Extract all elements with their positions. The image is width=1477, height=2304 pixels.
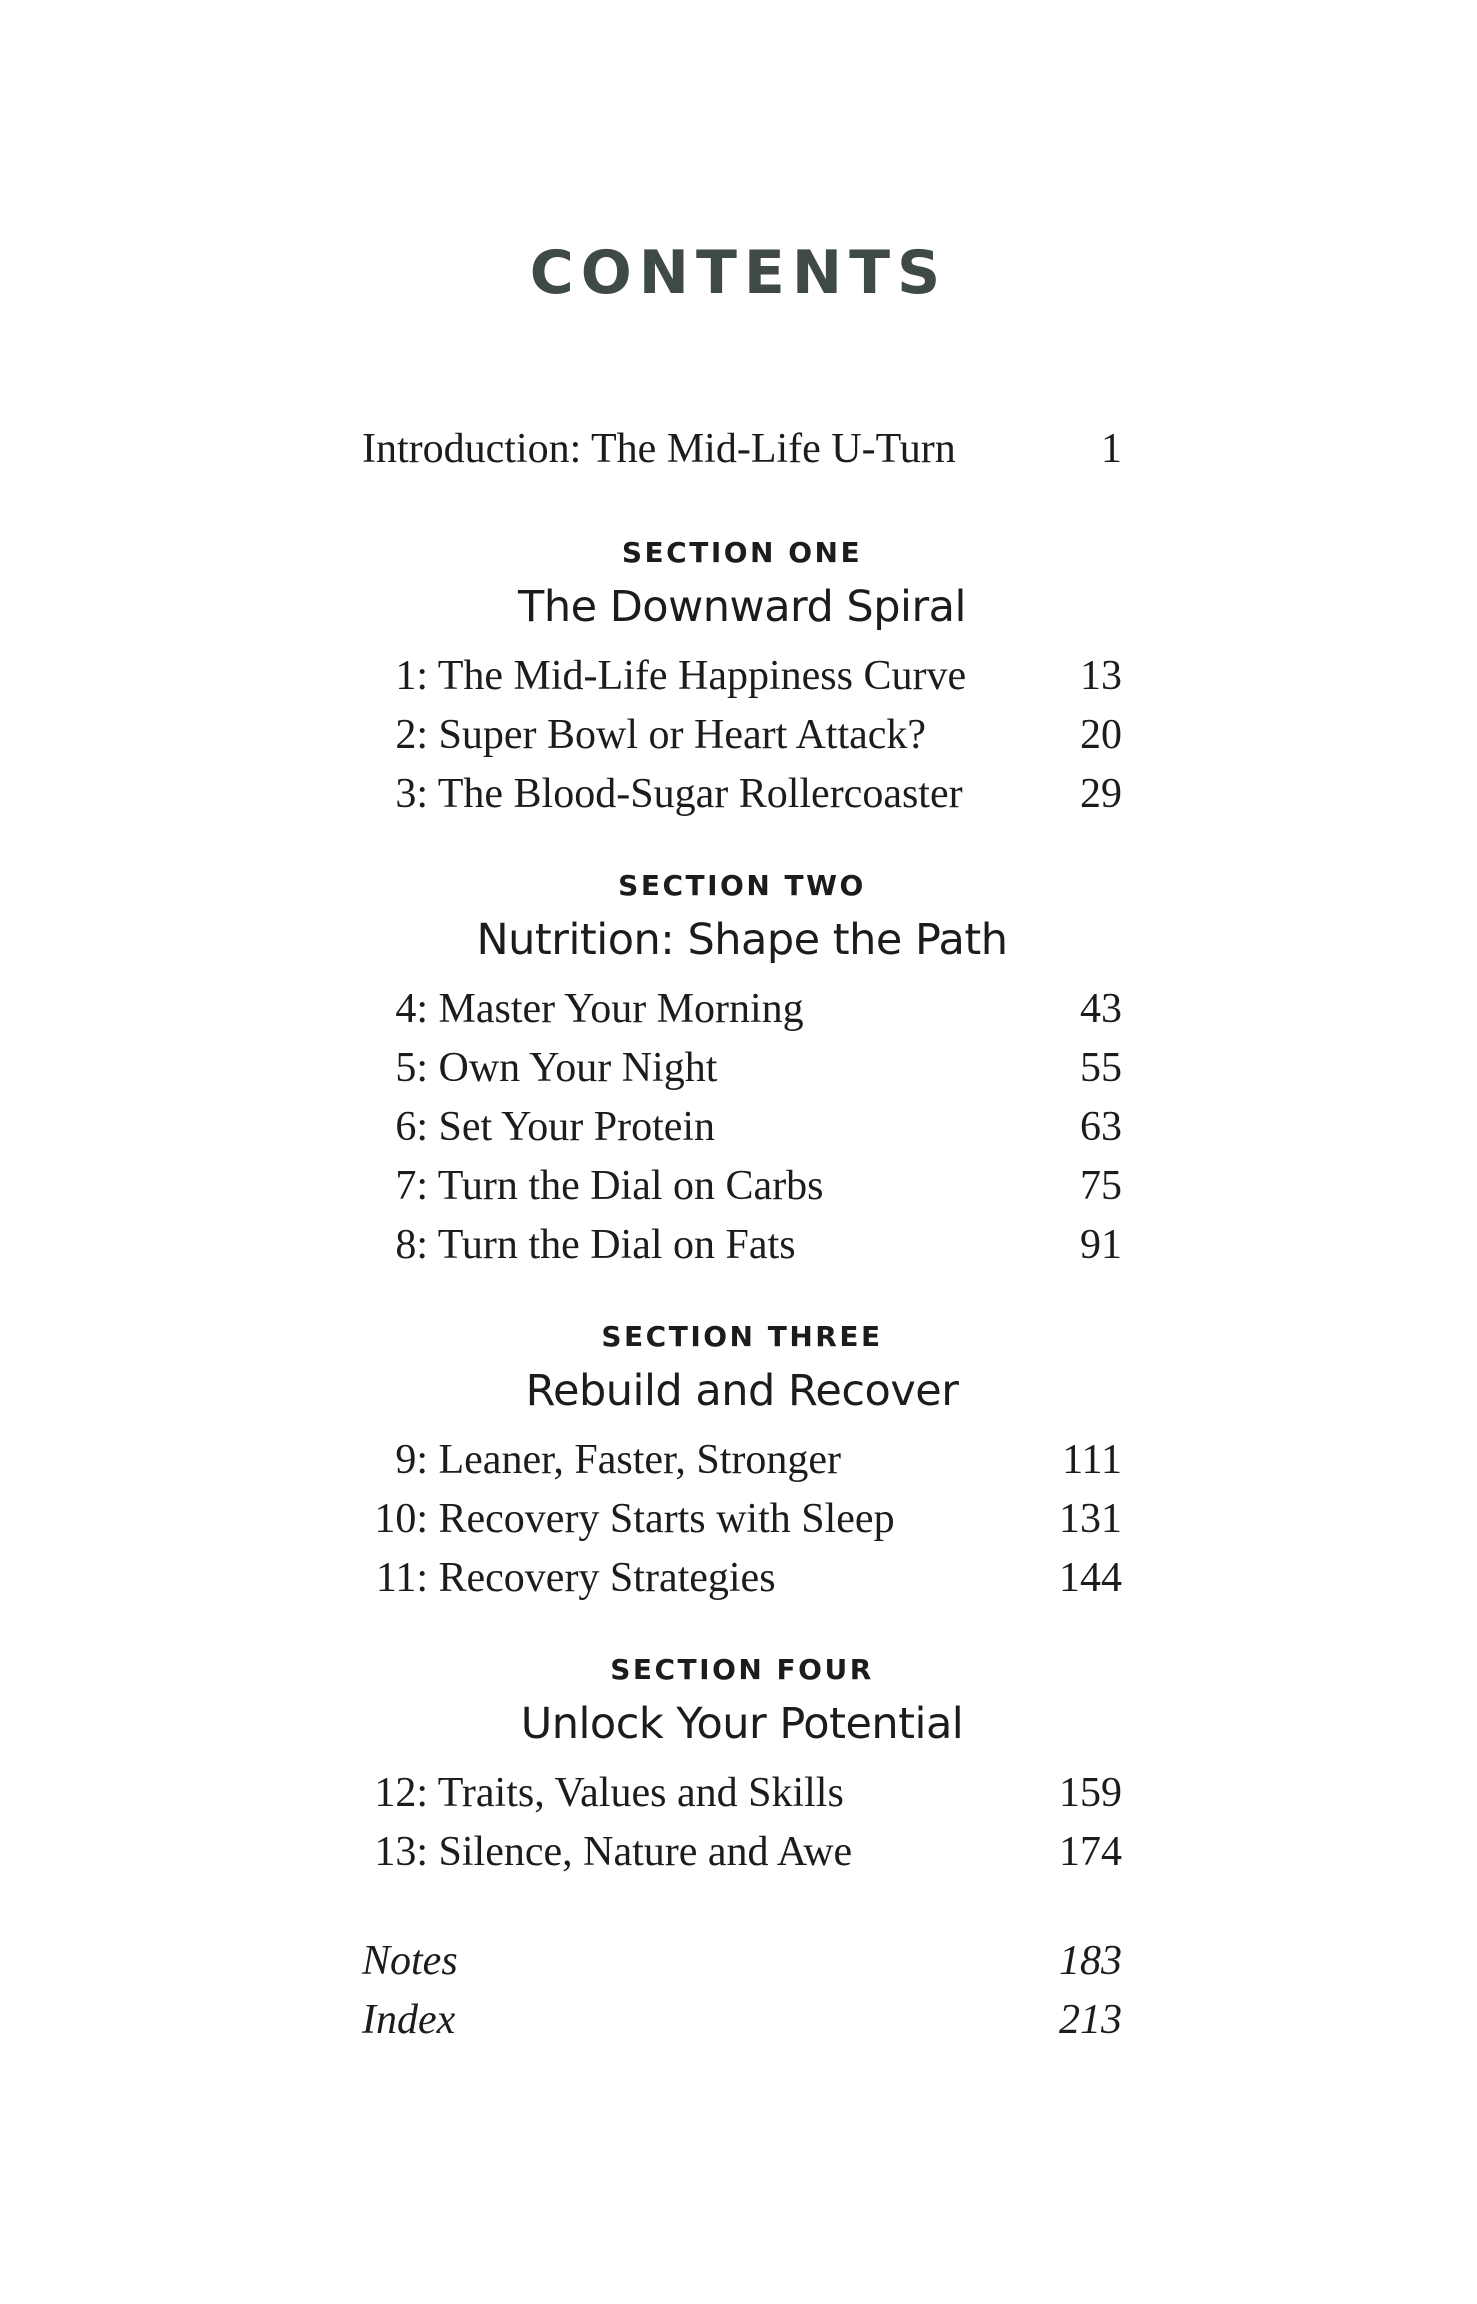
toc-entry-chapter[interactable]: [362, 1490, 1122, 1549]
section-header: [362, 1650, 1122, 1756]
toc-entry-notes[interactable]: [362, 1932, 1122, 1991]
section-one: [362, 533, 1122, 824]
entry-page-number: 29: [1080, 771, 1122, 817]
section-label: SECTION THREE: [601, 1320, 883, 1353]
entry-page-number: 75: [1080, 1163, 1122, 1209]
entry-page-number: 55: [1080, 1045, 1122, 1091]
toc-entry-index[interactable]: [362, 1991, 1122, 2050]
chapter-title: Leaner, Faster, Stronger: [438, 1437, 841, 1483]
section-header: [362, 533, 1122, 639]
entry-page-number: 91: [1080, 1222, 1122, 1268]
chapter-number: 10:: [374, 1496, 428, 1542]
entry-title: Introduction: The Mid-Life U-Turn: [362, 426, 956, 472]
chapter-title: Super Bowl or Heart Attack?: [438, 712, 927, 758]
entry-page-number: 131: [1059, 1496, 1122, 1542]
chapter-title: Own Your Night: [438, 1045, 718, 1091]
page-title: CONTENTS: [529, 238, 948, 308]
toc-entry-chapter[interactable]: [362, 1764, 1122, 1823]
chapter-title: Master Your Morning: [438, 986, 804, 1032]
entry-page-number: 63: [1080, 1104, 1122, 1150]
toc-entry-chapter[interactable]: [362, 980, 1122, 1039]
entry-page-number: 213: [1059, 1997, 1122, 2043]
section-title: Unlock Your Potential: [520, 1699, 964, 1749]
chapter-number: 1:: [395, 653, 428, 699]
chapter-number: 2:: [395, 712, 428, 758]
section-four: [362, 1650, 1122, 1882]
section-header: [362, 1317, 1122, 1423]
chapter-number: 5:: [395, 1045, 428, 1091]
toc-entry-chapter[interactable]: [362, 1157, 1122, 1216]
chapter-title: Recovery Starts with Sleep: [438, 1496, 895, 1542]
chapter-title: The Mid-Life Happiness Curve: [437, 653, 967, 699]
chapter-title: The Blood-Sugar Rollercoaster: [437, 771, 963, 817]
section-three: [362, 1317, 1122, 1608]
chapter-number: 9:: [395, 1437, 428, 1483]
back-matter: [362, 1932, 1122, 2050]
chapter-title: Recovery Strategies: [438, 1555, 776, 1601]
section-title: Rebuild and Recover: [525, 1366, 959, 1416]
chapter-title: Turn the Dial on Carbs: [437, 1163, 824, 1209]
entry-title: Index: [362, 1997, 456, 2043]
toc-entry-chapter[interactable]: [362, 1098, 1122, 1157]
chapter-number: 13:: [374, 1829, 428, 1875]
section-title: Nutrition: Shape the Path: [476, 915, 1008, 965]
table-of-contents: [362, 420, 1122, 2050]
entry-page-number: 111: [1062, 1437, 1122, 1483]
toc-entry-introduction[interactable]: [362, 420, 1122, 479]
toc-entry-chapter[interactable]: [362, 1216, 1122, 1275]
entry-page-number: 183: [1059, 1938, 1122, 1984]
section-two: [362, 866, 1122, 1275]
section-label: SECTION TWO: [618, 869, 866, 902]
toc-entry-chapter[interactable]: [362, 1431, 1122, 1490]
toc-entry-chapter[interactable]: [362, 1823, 1122, 1882]
entry-page-number: 174: [1059, 1829, 1122, 1875]
toc-entry-chapter[interactable]: [362, 765, 1122, 824]
section-title: The Downward Spiral: [518, 582, 966, 632]
entry-page-number: 13: [1080, 653, 1122, 699]
chapter-number: 11:: [375, 1555, 428, 1601]
section-label: SECTION FOUR: [610, 1653, 874, 1686]
chapter-title: Silence, Nature and Awe: [438, 1829, 853, 1875]
chapter-number: 8:: [395, 1222, 428, 1268]
chapter-number: 7:: [395, 1163, 428, 1209]
entry-title: Notes: [362, 1938, 458, 1984]
toc-entry-chapter[interactable]: [362, 706, 1122, 765]
toc-entry-chapter[interactable]: [362, 1039, 1122, 1098]
entry-page-number: 20: [1080, 712, 1122, 758]
chapter-number: 3:: [395, 771, 428, 817]
toc-entry-chapter[interactable]: [362, 647, 1122, 706]
chapter-number: 4:: [395, 986, 428, 1032]
chapter-title: Turn the Dial on Fats: [437, 1222, 796, 1268]
entry-page-number: 144: [1059, 1555, 1122, 1601]
toc-entry-chapter[interactable]: [362, 1549, 1122, 1608]
chapter-number: 12:: [374, 1770, 428, 1816]
section-header: [362, 866, 1122, 972]
entry-page-number: 159: [1059, 1770, 1122, 1816]
section-label: SECTION ONE: [621, 536, 863, 569]
chapter-number: 6:: [395, 1104, 428, 1150]
entry-page-number: 43: [1080, 986, 1122, 1032]
entry-page-number: 1: [1101, 426, 1122, 472]
chapter-title: Set Your Protein: [438, 1104, 716, 1150]
chapter-title: Traits, Values and Skills: [437, 1770, 844, 1816]
